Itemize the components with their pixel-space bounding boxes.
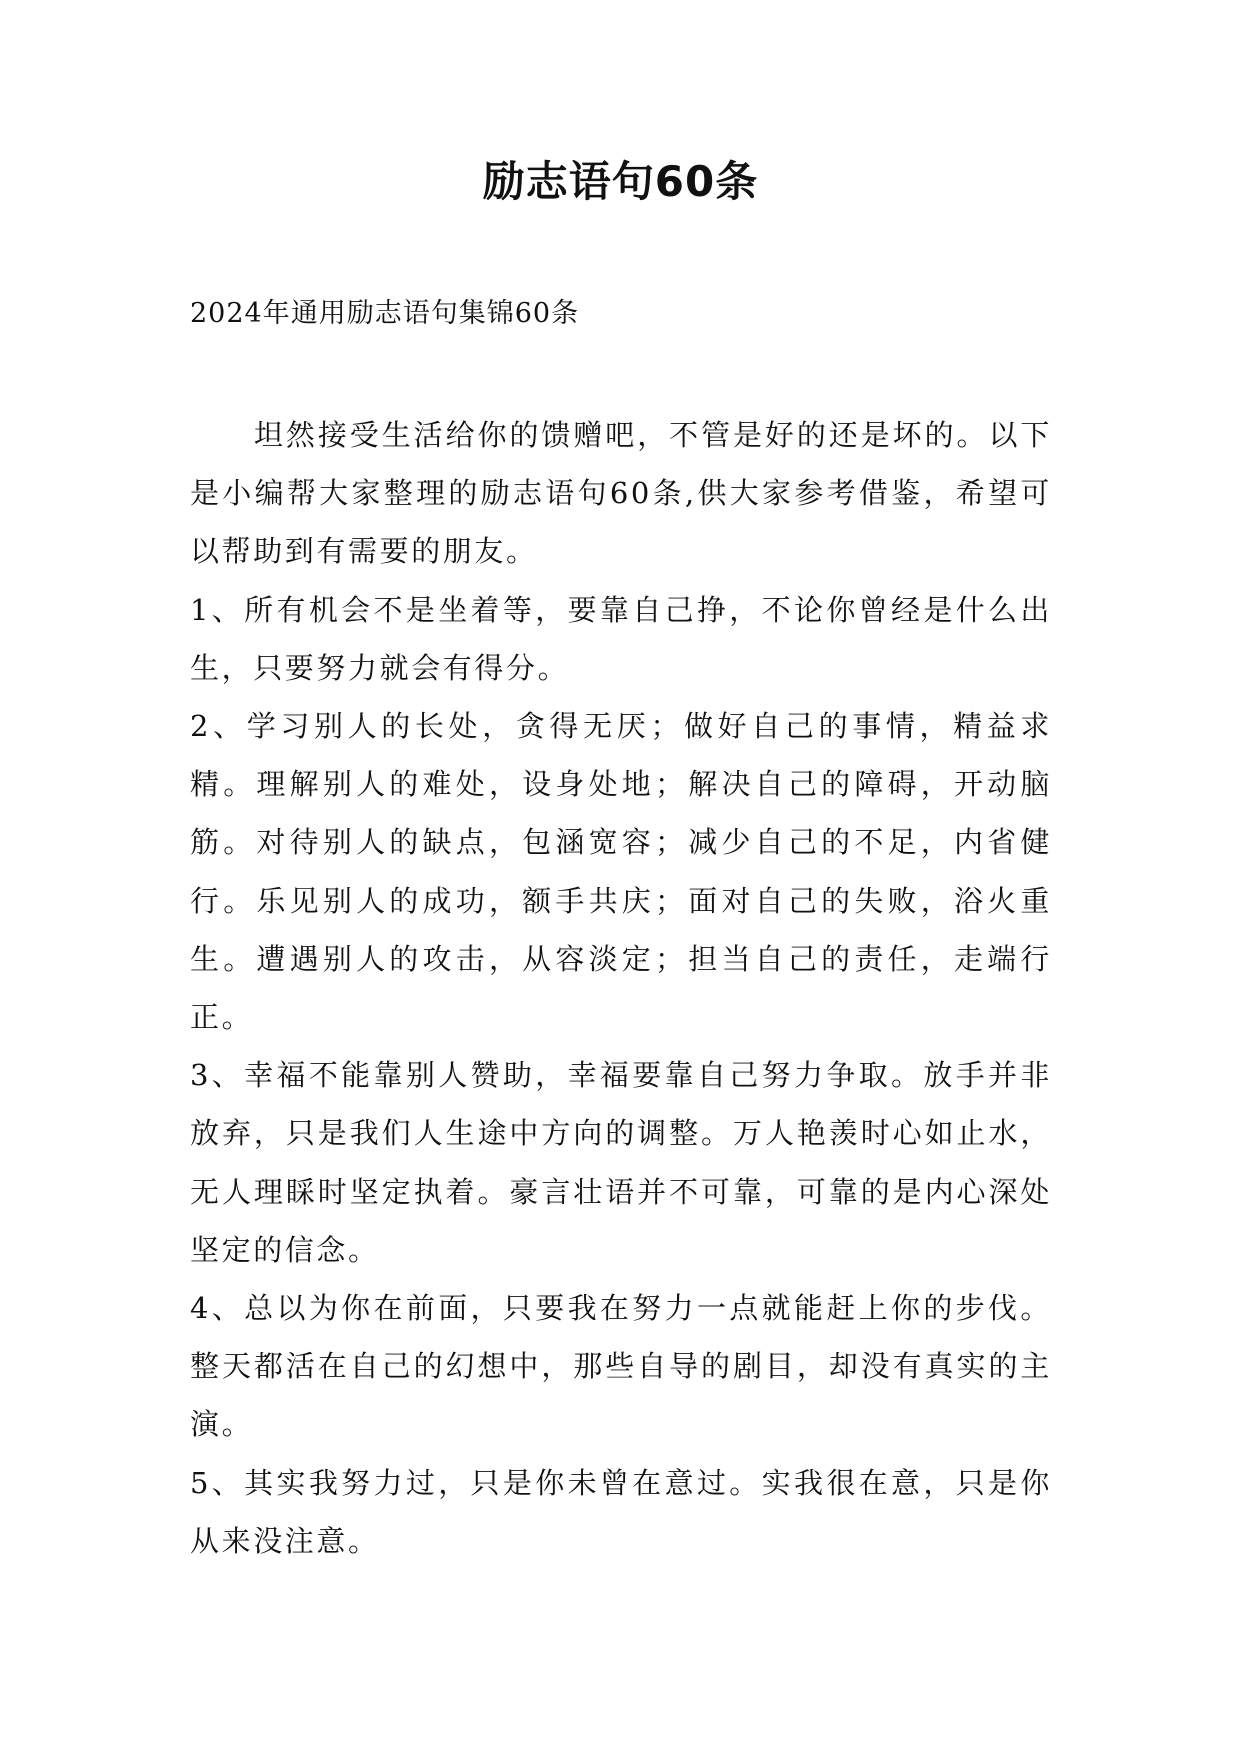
intro-paragraph: 坦然接受生活给你的馈赠吧，不管是好的还是坏的。以下是小编帮大家整理的励志语句60条,供大家参考借鉴，希望可以帮助到有需要的朋友。 <box>190 418 1052 569</box>
list-item: 4、总以为你在前面，只要我在努力一点就能赶上你的步伐。整天都活在自己的幻想中，那些自导的剧目，却没有真实的主演。 <box>190 1291 1052 1442</box>
list-item: 2、学习别人的长处，贪得无厌；做好自己的事情，精益求精。理解别人的难处，设身处地；解决自己的障碍，开动脑筋。对待别人的缺点，包涵宽容；减少自己的不足，内省健行。乐见别人的成功，额手共庆；面对自己的失败，浴火重生。遭遇别人的攻击，从容淡定；担当自己的责任，走端行正。 <box>190 709 1052 1035</box>
document-subtitle: 2024年通用励志语句集锦60条 <box>190 298 580 329</box>
list-item: 1、所有机会不是坐着等，要靠自己挣，不论你曾经是什么出生，只要努力就会有得分。 <box>190 592 1052 685</box>
list-item: 3、幸福不能靠别人赞助，幸福要靠自己努力争取。放手并非放弃，只是我们人生途中方向的调整。万人艳羡时心如止水，无人理睬时坚定执着。豪言壮语并不可靠，可靠的是内心深处坚定的信念。 <box>190 1058 1052 1267</box>
document-title: 励志语句60条 <box>482 157 759 206</box>
document-body <box>190 406 1052 1570</box>
list-item: 5、其实我努力过，只是你未曾在意过。实我很在意，只是你从来没注意。 <box>190 1465 1052 1558</box>
